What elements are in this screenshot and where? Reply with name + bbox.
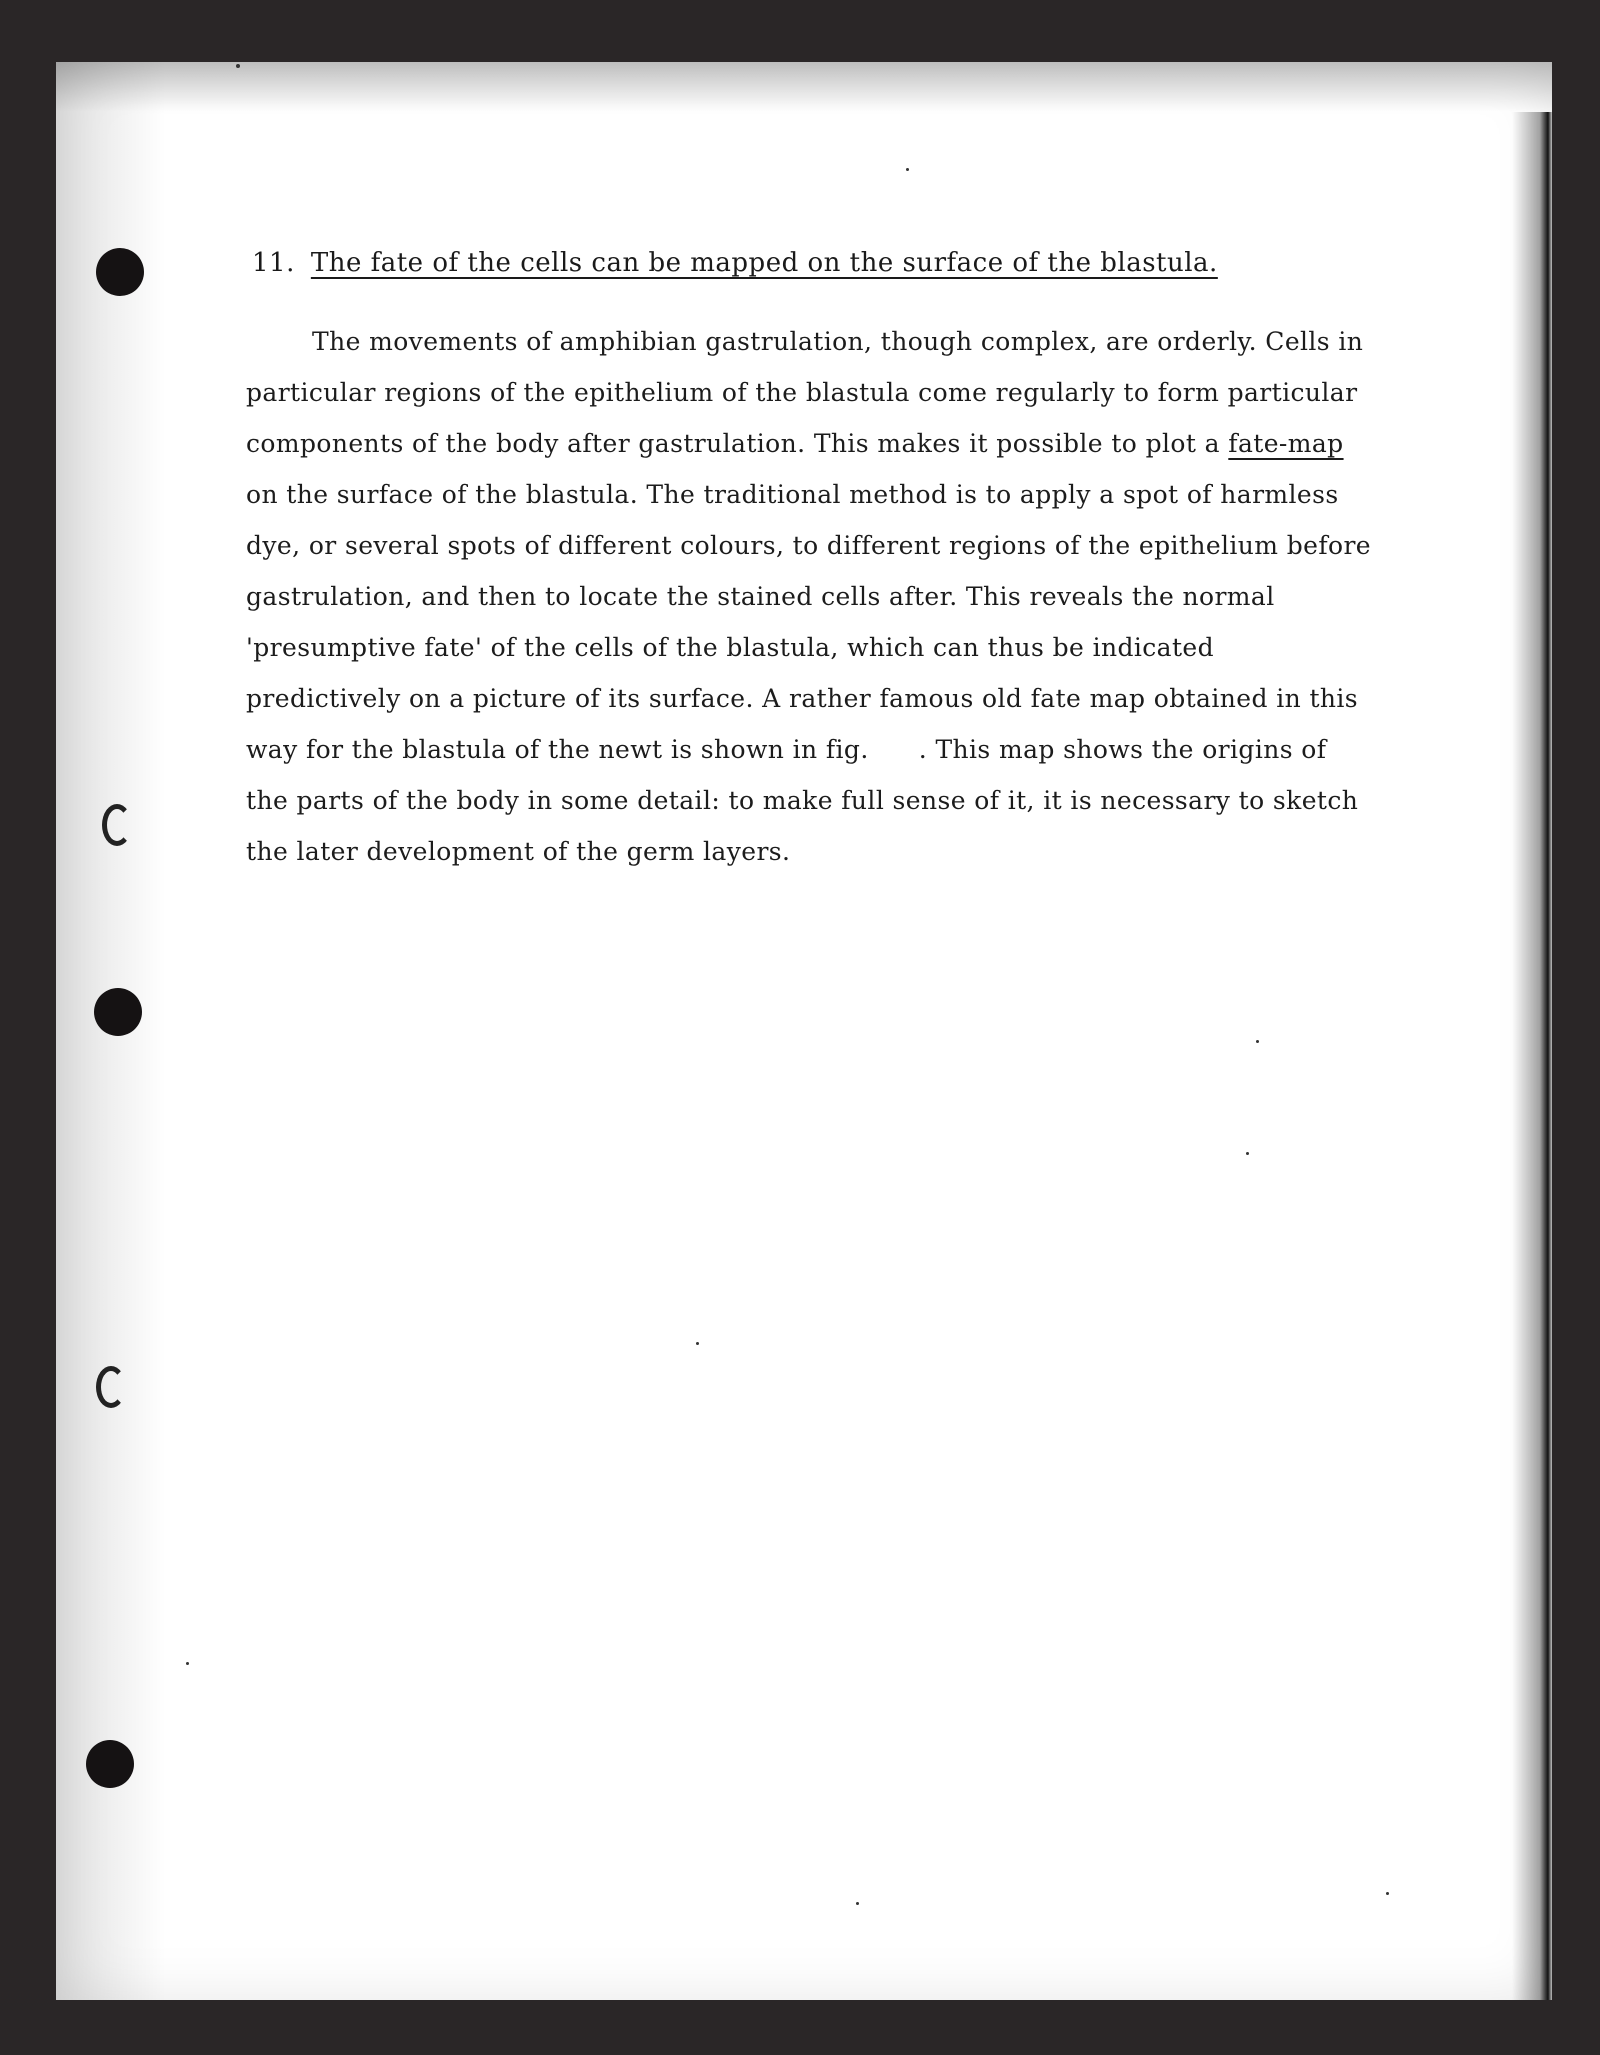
punch-hole bbox=[94, 988, 142, 1036]
punch-mark bbox=[96, 1366, 126, 1408]
section-title: The fate of the cells can be mapped on the surface of the blastula. bbox=[310, 248, 1218, 278]
punch-mark bbox=[102, 804, 132, 846]
paragraph-text: . This map shows the origins of the parts of the body in some detail: to make full sense of it, it is necessary to sketch the later development of the germ layers. bbox=[246, 735, 1359, 866]
speck bbox=[856, 1902, 859, 1905]
page-right-edge bbox=[1512, 112, 1552, 2000]
section-heading bbox=[252, 248, 1352, 278]
speck bbox=[1246, 1152, 1249, 1155]
fate-map-term: fate-map bbox=[1228, 429, 1344, 458]
photocopy-top-shadow bbox=[56, 62, 1552, 112]
speck bbox=[186, 1662, 189, 1665]
speck bbox=[1256, 1040, 1259, 1043]
paragraph-text: The movements of amphibian gastrulation, though complex, are orderly. Cells in particular regions of the epithelium of the blastula come regularly to form particular components of the body after gastrulation. This makes it possible to plot a bbox=[246, 327, 1364, 458]
section-number: 11. bbox=[252, 248, 295, 278]
punch-hole bbox=[86, 1740, 134, 1788]
speck bbox=[1386, 1892, 1389, 1895]
paragraph-text: on the surface of the blastula. The traditional method is to apply a spot of harmless dye, or several spots of different colours, to different regions of the epithelium before gastrulation, and then to locate the stained cells after. This reveals the normal 'presumptive fate' of the cells of the blastula, which can thus be indicated predictively on a picture of its surface. A rather famous old fate map obtained in this way for the blastula of the newt is shown in fig. bbox=[246, 480, 1372, 764]
speck bbox=[906, 168, 909, 171]
punch-hole bbox=[96, 248, 144, 296]
speck bbox=[236, 64, 240, 68]
speck bbox=[696, 1342, 699, 1345]
document-page bbox=[56, 62, 1552, 2000]
body-paragraph bbox=[246, 316, 1376, 877]
